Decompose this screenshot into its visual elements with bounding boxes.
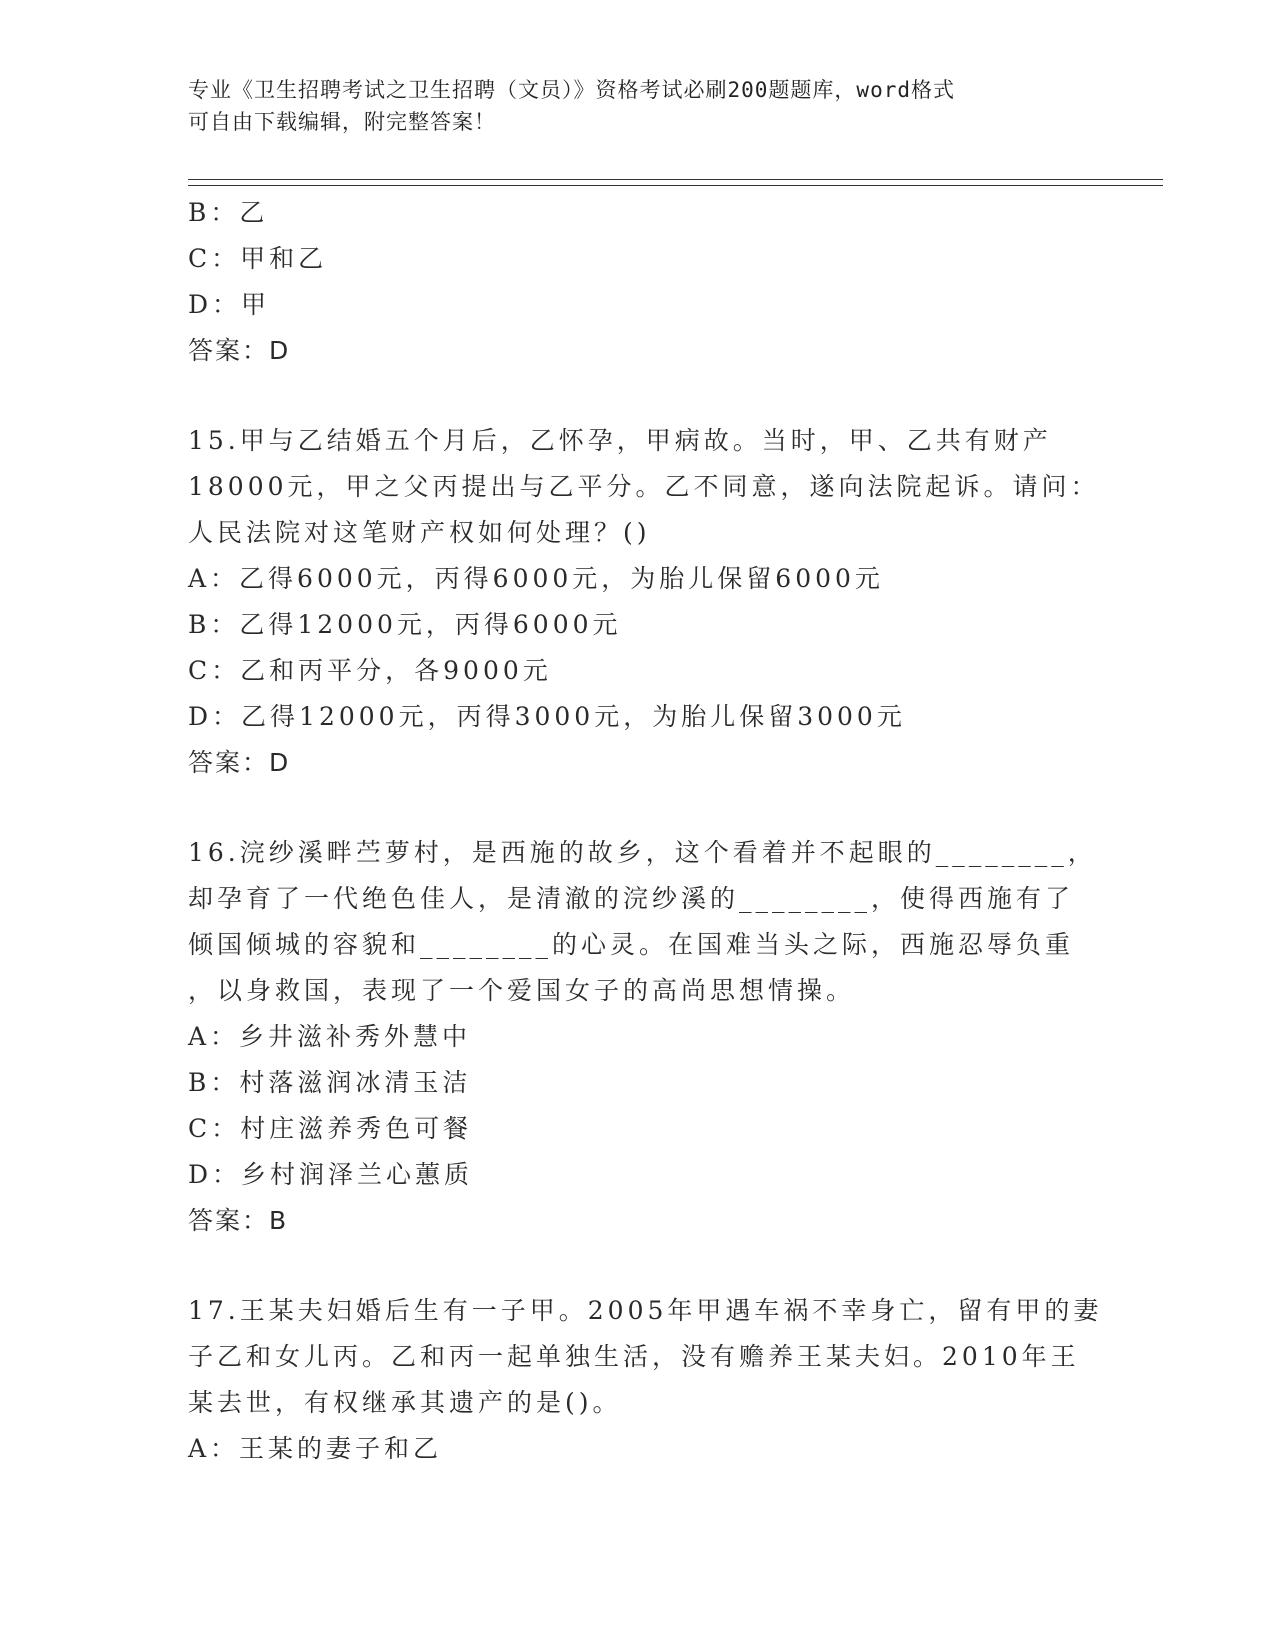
question-block: [188, 1288, 1103, 1472]
answer-line: 答案：B: [188, 1206, 289, 1235]
question-block: [188, 418, 1100, 786]
question-text-line: 17.王某夫妇婚后生有一子甲。2005年甲遇车祸不幸身亡，留有甲的妻: [188, 1296, 1103, 1325]
question-text-line: 某去世，有权继承其遗产的是()。: [188, 1388, 622, 1417]
option-a: A：王某的妻子和乙: [188, 1434, 443, 1463]
option-a: A：乡井滋补秀外慧中: [188, 1022, 472, 1051]
option-c: C：村庄滋养秀色可餐: [188, 1114, 473, 1143]
question-text-line: 倾国倾城的容貌和________的心灵。在国难当头之际，西施忍辱负重: [188, 930, 1075, 959]
question-text-line: 18000元，甲之父丙提出与乙平分。乙不同意，遂向法院起诉。请问：: [188, 472, 1100, 501]
option-d: D：甲: [188, 290, 271, 319]
option-a: A：乙得6000元，丙得6000元，为胎儿保留6000元: [188, 564, 884, 593]
option-c: C：甲和乙: [188, 244, 328, 273]
question-list: [188, 190, 1103, 1472]
question-text-line: 却孕育了一代绝色佳人，是清澈的浣纱溪的________，使得西施有了: [188, 884, 1075, 913]
option-b: B：乙得12000元，丙得6000元: [188, 610, 622, 639]
header-line: 专业《卫生招聘考试之卫生招聘（文员）》资格考试必刷200题题库，word格式: [188, 78, 955, 102]
question-block: [188, 190, 1088, 374]
question-block: [188, 830, 1097, 1244]
option-b: B：乙: [188, 198, 269, 227]
question-text-line: 子乙和女儿丙。乙和丙一起单独生活，没有赡养王某夫妇。2010年王: [188, 1342, 1080, 1371]
spacer: [188, 1244, 1088, 1288]
question-text-line: 16.浣纱溪畔苎萝村，是西施的故乡，这个看着并不起眼的________，: [188, 838, 1097, 867]
option-d: D：乙得12000元，丙得3000元，为胎儿保留3000元: [188, 702, 906, 731]
question-text-line: 15.甲与乙结婚五个月后，乙怀孕，甲病故。当时，甲、乙共有财产: [188, 426, 1052, 455]
option-c: C：乙和丙平分，各9000元: [188, 656, 552, 685]
header-line: 可自由下载编辑，附完整答案！: [188, 110, 496, 134]
spacer: [188, 786, 1088, 830]
answer-line: 答案：D: [188, 748, 291, 777]
answer-line: 答案：D: [188, 336, 291, 365]
question-text-line: ，以身救国，表现了一个爱国女子的高尚思想情操。: [188, 976, 856, 1005]
option-d: D：乡村润泽兰心蕙质: [188, 1160, 474, 1189]
option-b: B：村落滋润冰清玉洁: [188, 1068, 472, 1097]
spacer: [188, 374, 1088, 418]
page-header: [188, 74, 1088, 138]
question-text-line: 人民法院对这笔财产权如何处理？(): [188, 518, 651, 547]
header-divider: [188, 179, 1163, 186]
